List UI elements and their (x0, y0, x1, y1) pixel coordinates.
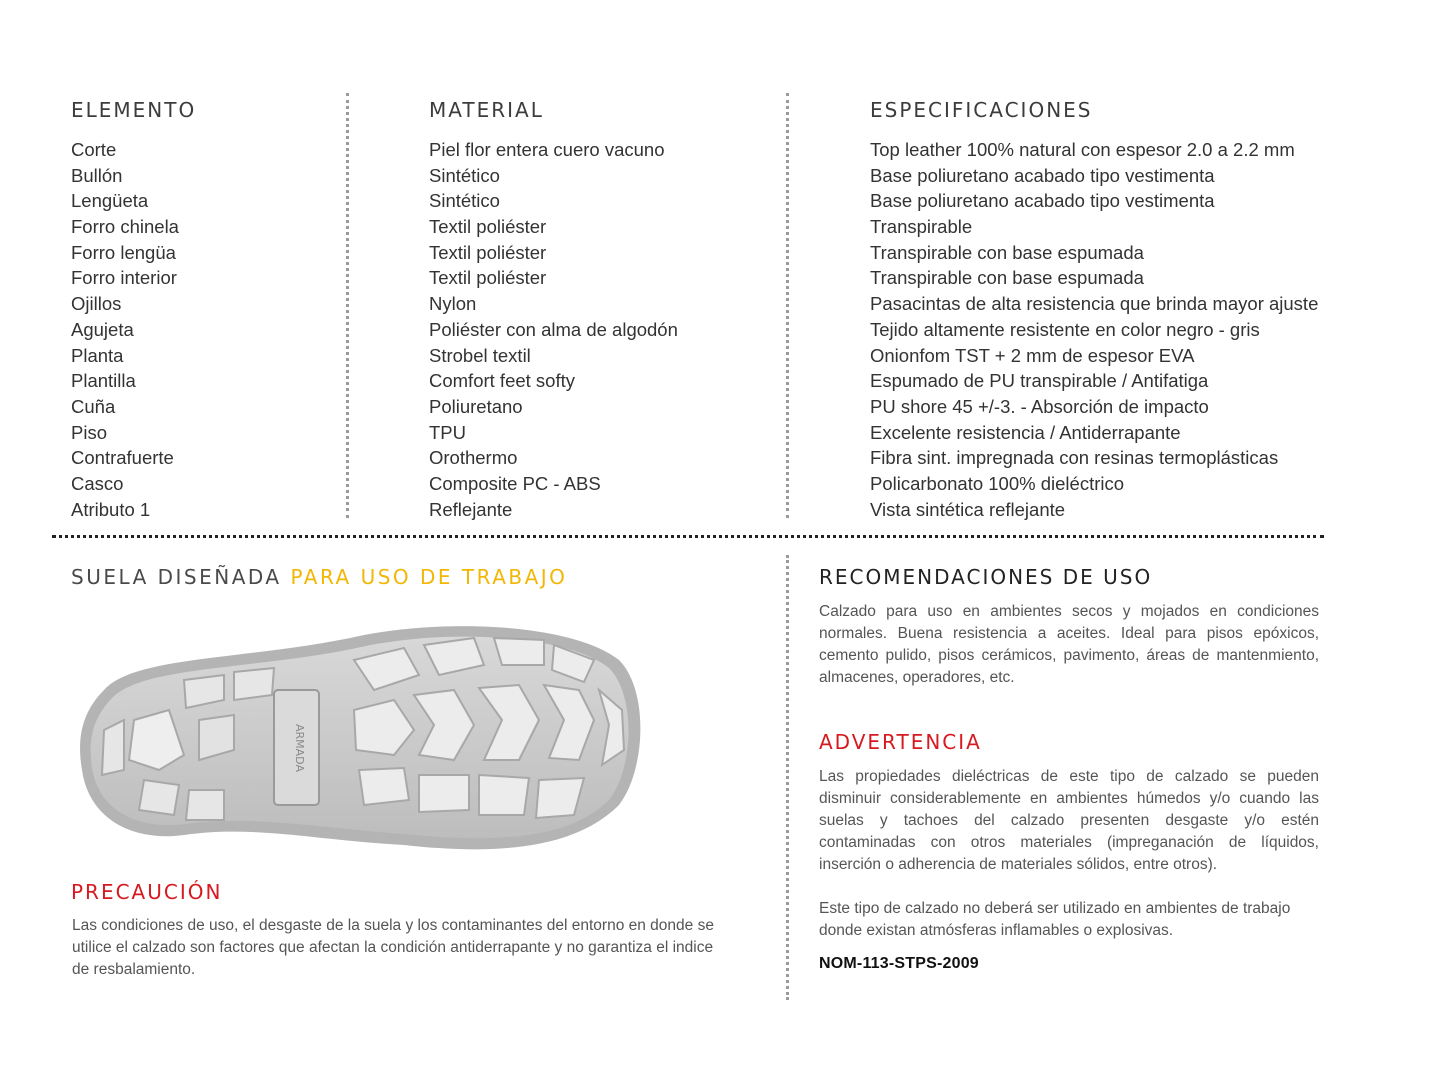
especificacion-item: Transpirable con base espumada (870, 267, 1144, 289)
elemento-item: Forro interior (71, 267, 177, 289)
especificacion-item: Base poliuretano acabado tipo vestimenta (870, 190, 1215, 212)
especificacion-item: Vista sintética reflejante (870, 498, 1066, 520)
especificacion-item: Top leather 100% natural con espesor 2.0 a 2.2 mm (870, 139, 1295, 160)
elemento-item: Piso (71, 421, 107, 443)
column-divider-1 (346, 93, 349, 518)
especificacion-item: Transpirable con base espumada (870, 241, 1144, 263)
material-item: Poliuretano (429, 395, 523, 417)
sole-image (74, 620, 646, 860)
recomendaciones-title: RECOMENDACIONES DE USO (819, 565, 1153, 589)
especificacion-item: Transpirable (870, 216, 973, 238)
elemento-item: Plantilla (71, 370, 136, 392)
elemento-item: Casco (71, 472, 124, 494)
elemento-item: Atributo 1 (71, 498, 151, 520)
sole-title-main: SUELA DISEÑADA (71, 565, 291, 589)
material-item: Strobel textil (429, 344, 531, 366)
material-item: Sintético (429, 164, 500, 186)
especificacion-item: Policarbonato 100% dieléctrico (870, 472, 1125, 494)
precaucion-text: Las condiciones de uso, el desgaste de la suela y los contaminantes del entorno en donde se utilice el calzado son factores que afectan la condición antiderrapante y no garantiza el indice de resbalamiento. (72, 917, 714, 978)
especificacion-item: Base poliuretano acabado tipo vestimenta (870, 164, 1215, 186)
elemento-item: Agujeta (71, 318, 134, 340)
material-item: Composite PC - ABS (429, 472, 601, 494)
elemento-header: ELEMENTO (71, 98, 197, 122)
material-item: TPU (429, 421, 466, 443)
material-list (429, 137, 769, 522)
advertencia-text: Las propiedades dieléctricas de este tipo de calzado se pueden disminuir considerablemente en ambientes húmedos y/o cuando las suelas y tachoes del calzado presenten desgaste y/o estén contaminadas con otros materiales (impreganación de líquidos, inserción o adherencia de materiales sólidos, entre otros). (819, 768, 1319, 873)
especificacion-item: Onionfom TST + 2 mm de espesor EVA (870, 344, 1195, 366)
material-item: Nylon (429, 293, 477, 315)
advertencia-text-2: Este tipo de calzado no deberá ser utilizado en ambientes de trabajo donde existan atmósferas inflamables o explosivas. (819, 900, 1291, 939)
elemento-column (71, 96, 331, 522)
recomendaciones-text: Calzado para uso en ambientes secos y mojados en condiciones normales. Buena resistencia a aceites. Ideal para pisos epóxicos, cemento pulido, pisos cerámicos, pavimento, áreas de mantenmiento, almacenes, operadores, etc. (819, 603, 1319, 686)
material-item: Textil poliéster (429, 216, 547, 238)
advertencia-title: ADVERTENCIA (819, 730, 982, 754)
elemento-item: Forro lengüa (71, 241, 176, 263)
especificaciones-column (870, 96, 1390, 522)
material-item: Piel flor entera cuero vacuno (429, 139, 665, 160)
especificacion-item: Fibra sint. impregnada con resinas termoplásticas (870, 447, 1279, 469)
especificacion-item: PU shore 45 +/-3. - Absorción de impacto (870, 395, 1209, 417)
especificacion-item: Espumado de PU transpirable / Antifatiga (870, 370, 1209, 392)
sole-brand: ARMADA (293, 724, 306, 772)
norm-code: NOM-113-STPS-2009 (819, 955, 979, 972)
elemento-item: Bullón (71, 164, 123, 186)
material-item: Poliéster con alma de algodón (429, 318, 678, 340)
elemento-item: Cuña (71, 395, 116, 417)
column-divider-2 (786, 93, 789, 518)
material-item: Textil poliéster (429, 241, 547, 263)
sole-title-accent: PARA USO DE TRABAJO (290, 565, 568, 589)
especificacion-item: Tejido altamente resistente en color negro - gris (870, 318, 1260, 340)
elemento-item: Planta (71, 344, 124, 366)
sole-title (71, 565, 567, 589)
section-divider (52, 535, 1324, 538)
elemento-item: Contrafuerte (71, 447, 174, 469)
elemento-item: Ojillos (71, 293, 122, 315)
especificaciones-header: ESPECIFICACIONES (870, 98, 1093, 122)
elemento-item: Lengüeta (71, 190, 149, 212)
material-item: Comfort feet softy (429, 370, 575, 392)
material-column (429, 96, 769, 522)
material-item: Reflejante (429, 498, 513, 520)
elemento-list (71, 137, 331, 522)
especificacion-item: Pasacintas de alta resistencia que brinda mayor ajuste (870, 293, 1319, 315)
elemento-item: Forro chinela (71, 216, 179, 238)
material-item: Sintético (429, 190, 500, 212)
lower-column-divider (786, 555, 789, 1000)
elemento-item: Corte (71, 139, 117, 160)
material-item: Textil poliéster (429, 267, 547, 289)
especificaciones-list (870, 137, 1390, 522)
material-item: Orothermo (429, 447, 518, 469)
especificacion-item: Excelente resistencia / Antiderrapante (870, 421, 1181, 443)
material-header: MATERIAL (429, 98, 544, 122)
precaucion-title: PRECAUCIÓN (71, 880, 223, 904)
